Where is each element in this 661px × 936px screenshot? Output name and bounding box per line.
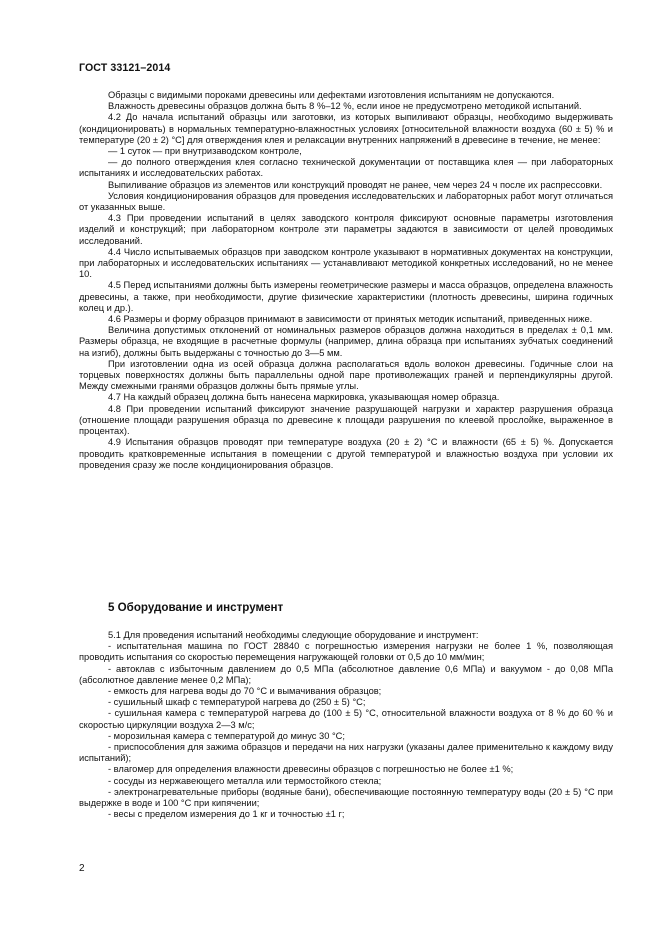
paragraph: 4.9 Испытания образцов проводят при температуре воздуха (20 ± 2) °С и влажности (65 ± 5) %. Допускается проводить кратковременные испытания в помещении с другой температурой и влажностью воздуха при условии их проведения сразу же после кондиционирования образцов. [79,437,613,470]
paragraph: 4.5 Перед испытаниями должны быть измерены геометрические размеры и масса образцов, определена влажность древесины, а также, при необходимости, другие физические характеристики (плотность древесины, ширина годичных колец и др.). [79,280,613,313]
list-item: - влагомер для определения влажности древесины образцов с погрешностью не более ±1 %; [108,764,514,775]
page-number: 2 [79,863,85,874]
list-item: - автоклав с избыточным давлением до 0,5 МПа (абсолютное давление 0,6 МПа) и вакуумом - до 0,08 МПа (абсолютное давление менее 0,2 МПа); [79,663,613,685]
paragraph: 4.8 При проведении испытаний фиксируют значение разрушающей нагрузки и характер разрушения образца (отношение площади разрушения образца по древесине к площади разрушения по клеевой прослойке, выраженное в процентах). [79,403,613,437]
paragraph: 4.3 При проведении испытаний в целях заводского контроля фиксируют основные параметры изготовления изделий и конструкций; при лабораторном контроле эти параметры задаются в зависимости от целей проводимых исследований. [79,213,613,246]
paragraph: Условия кондиционирования образцов для проведения исследовательских и лабораторных работ могут отличаться от указанных выше. [79,190,613,213]
paragraph: 4.4 Число испытываемых образцов при заводском контроле указывают в нормативных документах на конструкции, при лабораторных и исследовательских испытаниях — устанавливают методикой конкретных исследований, но не менее 10. [79,246,613,280]
list-item: - весы с пределом измерения до 1 кг и точностью ±1 г; [108,809,345,820]
equipment-list [79,630,613,820]
paragraph: Влажность древесины образцов должна быть 8 %–12 %, если иное не предусмотрено методикой испытаний. [108,101,582,112]
paragraph: 4.2 До начала испытаний образцы или заготовки, из которых выпиливают образцы, необходимо выдерживать (кондиционировать) в нормальных температурно-влажностных условиях [относительной влажности воздуха (60 ± 5) % и температуре (20 ± 2) °С] для отверждения клея и релаксации внутренних напряжений в древесине в течение, не менее: [79,112,613,145]
list-item: - испытательная машина по ГОСТ 28840 с погрешностью измерения нагрузки не более 1 %, позволяющая проводить испытания со скоростью перемещения нагружающей головки от 0,5 до 10 мм/мин; [79,641,613,663]
body-text [79,90,613,471]
paragraph: 4.6 Размеры и форму образцов принимают в зависимости от принятых методик испытаний, приведенных ниже. [108,314,593,325]
paragraph: 5.1 Для проведения испытаний необходимы следующие оборудование и инструмент: [108,630,479,640]
paragraph: Образцы с видимыми пороками древесины или дефектами изготовления испытаниям не допускаются. [108,90,555,100]
list-item: - сушильный шкаф с температурой нагрева до (250 ± 5) °С; [108,697,366,708]
list-item: - морозильная камера с температурой до минус 30 °С; [108,730,345,741]
list-item: — 1 суток — при внутризаводском контроле, [108,146,302,157]
list-item: - емкость для нагрева воды до 70 °С и вымачивания образцов; [108,686,382,697]
paragraph: При изготовлении одна из осей образца должна располагаться вдоль волокон древесины. Годичные слои на торцевых поверхностях должны быть параллельны одной паре противолежащих граней и перпендикулярны другой. Между смежными гранями образцов должны быть прямые углы. [79,358,613,392]
paragraph: Величина допустимых отклонений от номинальных размеров образцов должна находиться в пределах ± 0,1 мм. Размеры образца, не входящие в расчетные формулы (например, длина образца при испытаниях зубчатых соединений на изгиб), должны быть выдержаны с точностью до 3—5 мм. [79,325,613,358]
paragraph: Выпиливание образцов из элементов или конструкций проводят не ранее, чем через 24 ч после их распрессовки. [108,179,603,190]
list-item: - сушильная камера с температурой нагрева до (100 ± 5) °С, относительной влажности воздуха от 8 % до 60 % и скоростью циркуляции воздуха 2—3 м/с; [79,708,613,730]
section-title: 5 Оборудование и инструмент [108,601,284,614]
paragraph: 4.7 На каждый образец должна быть нанесена маркировка, указывающая номер образца. [108,392,500,403]
list-item: — до полного отверждения клея согласно технической документации от поставщика клея — при лабораторных испытаниях и исследовательских работах. [79,157,613,179]
list-item: - приспособления для зажима образцов и передачи на них нагрузки (указаны далее применительно к каждому виду испытаний); [79,742,613,764]
list-item: - сосуды из нержавеющего металла или термостойкого стекла; [108,775,382,786]
document-header: ГОСТ 33121–2014 [79,62,171,74]
list-item: - электронагревательные приборы (водяные бани), обеспечивающие постоянную температуру воды (20 ± 5) °С при выдержке в воде и 100 °С при кипячении; [79,786,613,809]
